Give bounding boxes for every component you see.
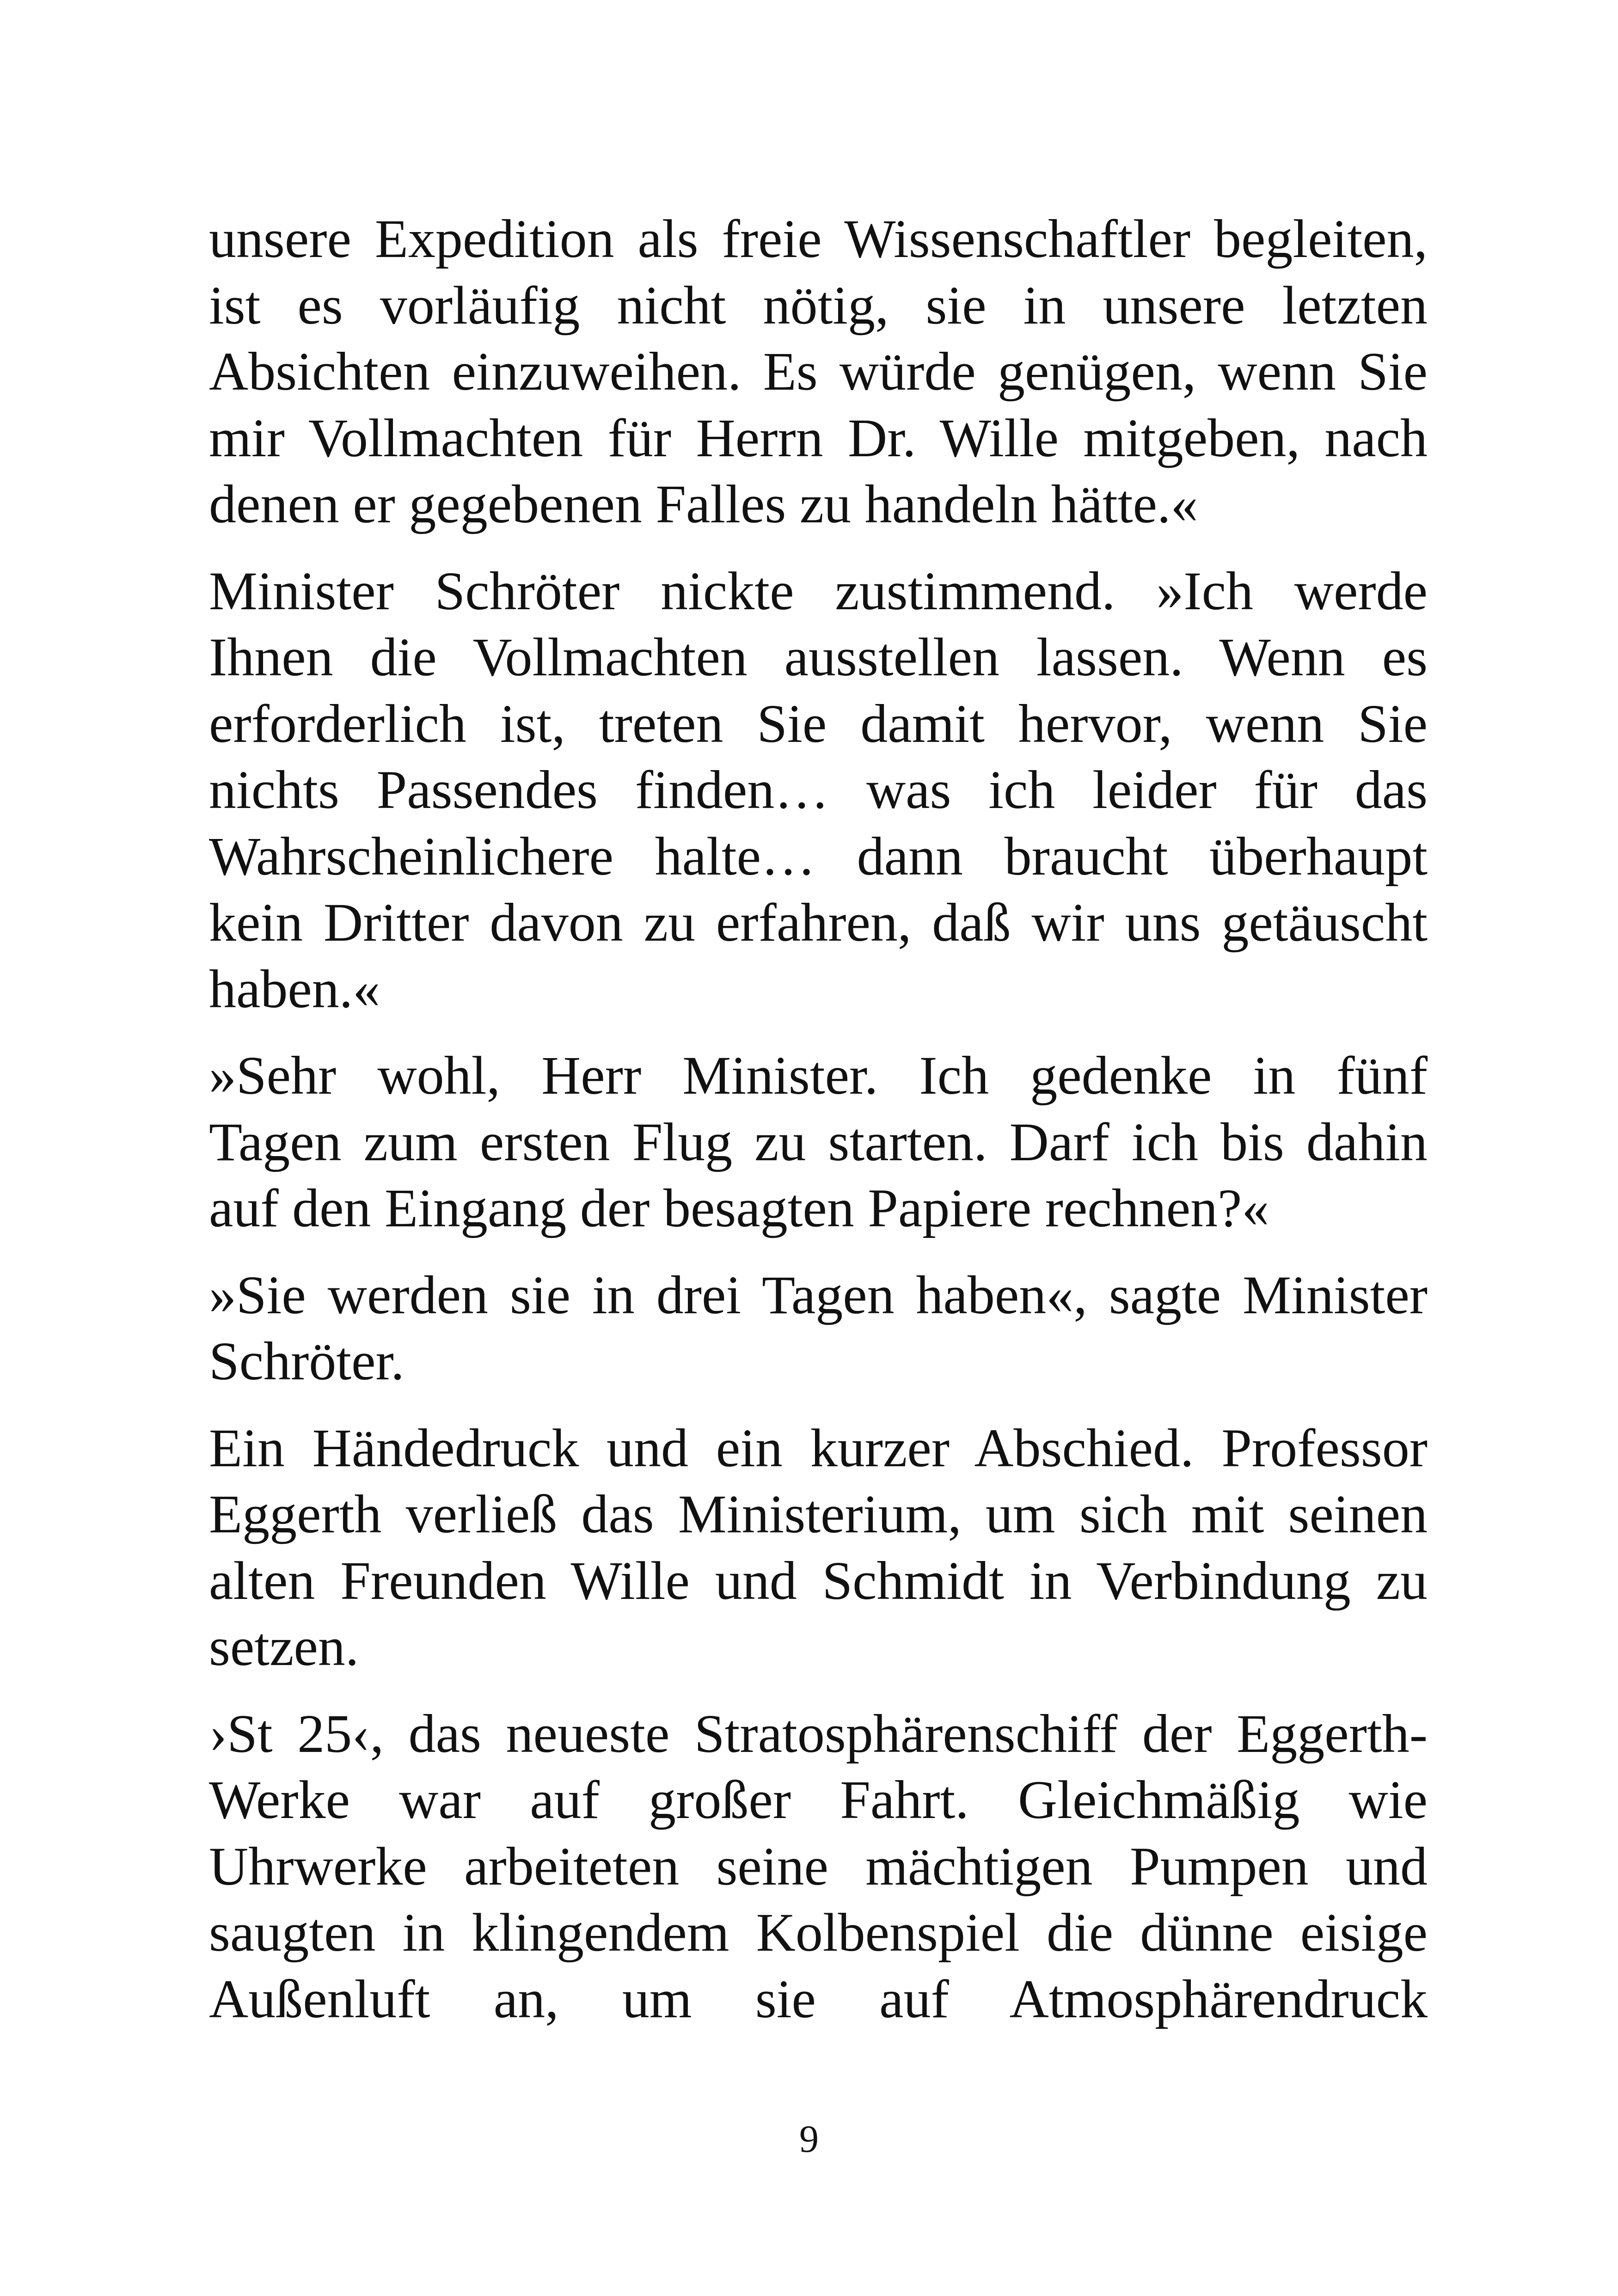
- paragraph: [209, 1262, 1428, 1395]
- text-line: setzen.: [209, 1616, 359, 1677]
- text-line: Uhrwerke arbeiteten seine mächtigen Pumpen und: [209, 1836, 1428, 1897]
- text-line: »Sehr wohl, Herr Minister. Ich gedenke in fünf: [209, 1045, 1428, 1106]
- paragraph: [209, 1415, 1428, 1680]
- text-line: »Sie werden sie in drei Tagen haben«, sagte Minister: [209, 1264, 1428, 1325]
- text-line: Ein Händedruck und ein kurzer Abschied. Professor: [209, 1417, 1428, 1478]
- text-line: Ihnen die Vollmachten ausstellen lassen. Wenn es: [209, 627, 1428, 687]
- text-line: auf den Eingang der besagten Papiere rechnen?«: [209, 1178, 1269, 1238]
- text-line: kein Dritter davon zu erfahren, daß wir uns getäuscht: [209, 892, 1428, 953]
- text-line: Eggerth verließ das Ministerium, um sich mit seinen: [209, 1484, 1428, 1544]
- text-line: unsere Expedition als freie Wissenschaftler begleiten,: [209, 208, 1428, 269]
- paragraph: [209, 1042, 1428, 1242]
- text-line: Außenluft an, um sie auf Atmosphärendruck: [209, 1968, 1428, 2029]
- paragraph: [209, 1701, 1428, 2033]
- text-line: Absichten einzuweihen. Es würde genügen, wenn Sie: [209, 341, 1428, 402]
- text-line: Wahrscheinlichere halte… dann braucht überhaupt: [209, 826, 1428, 887]
- paragraph: [209, 558, 1428, 1022]
- text-line: saugten in klingendem Kolbenspiel die dünne eisige: [209, 1902, 1428, 1963]
- text-line: ist es vorläufig nicht nötig, sie in unsere letzten: [209, 275, 1428, 336]
- text-line: Schröter.: [209, 1331, 404, 1391]
- text-line: nichts Passendes finden… was ich leider für das: [209, 759, 1428, 820]
- text-line: haben.«: [209, 958, 380, 1019]
- text-line: mir Vollmachten für Herrn Dr. Wille mitgeben, nach: [209, 407, 1428, 468]
- body-text: [209, 206, 1428, 2052]
- text-line: Werke war auf großer Fahrt. Gleichmäßig wie: [209, 1769, 1428, 1830]
- text-line: Minister Schröter nickte zustimmend. »Ich werde: [209, 560, 1428, 621]
- text-line: alten Freunden Wille und Schmidt in Verbindung zu: [209, 1550, 1428, 1611]
- text-line: ›St 25‹, das neueste Stratosphärenschiff der Eggerth-: [209, 1703, 1428, 1764]
- paragraph: [209, 206, 1428, 538]
- text-line: Tagen zum ersten Flug zu starten. Darf ich bis dahin: [209, 1111, 1428, 1172]
- text-line: denen er gegebenen Falles zu handeln hätte.«: [209, 474, 1198, 534]
- text-line: erforderlich ist, treten Sie damit hervor, wenn Sie: [209, 693, 1428, 754]
- page-number: 9: [799, 2118, 819, 2161]
